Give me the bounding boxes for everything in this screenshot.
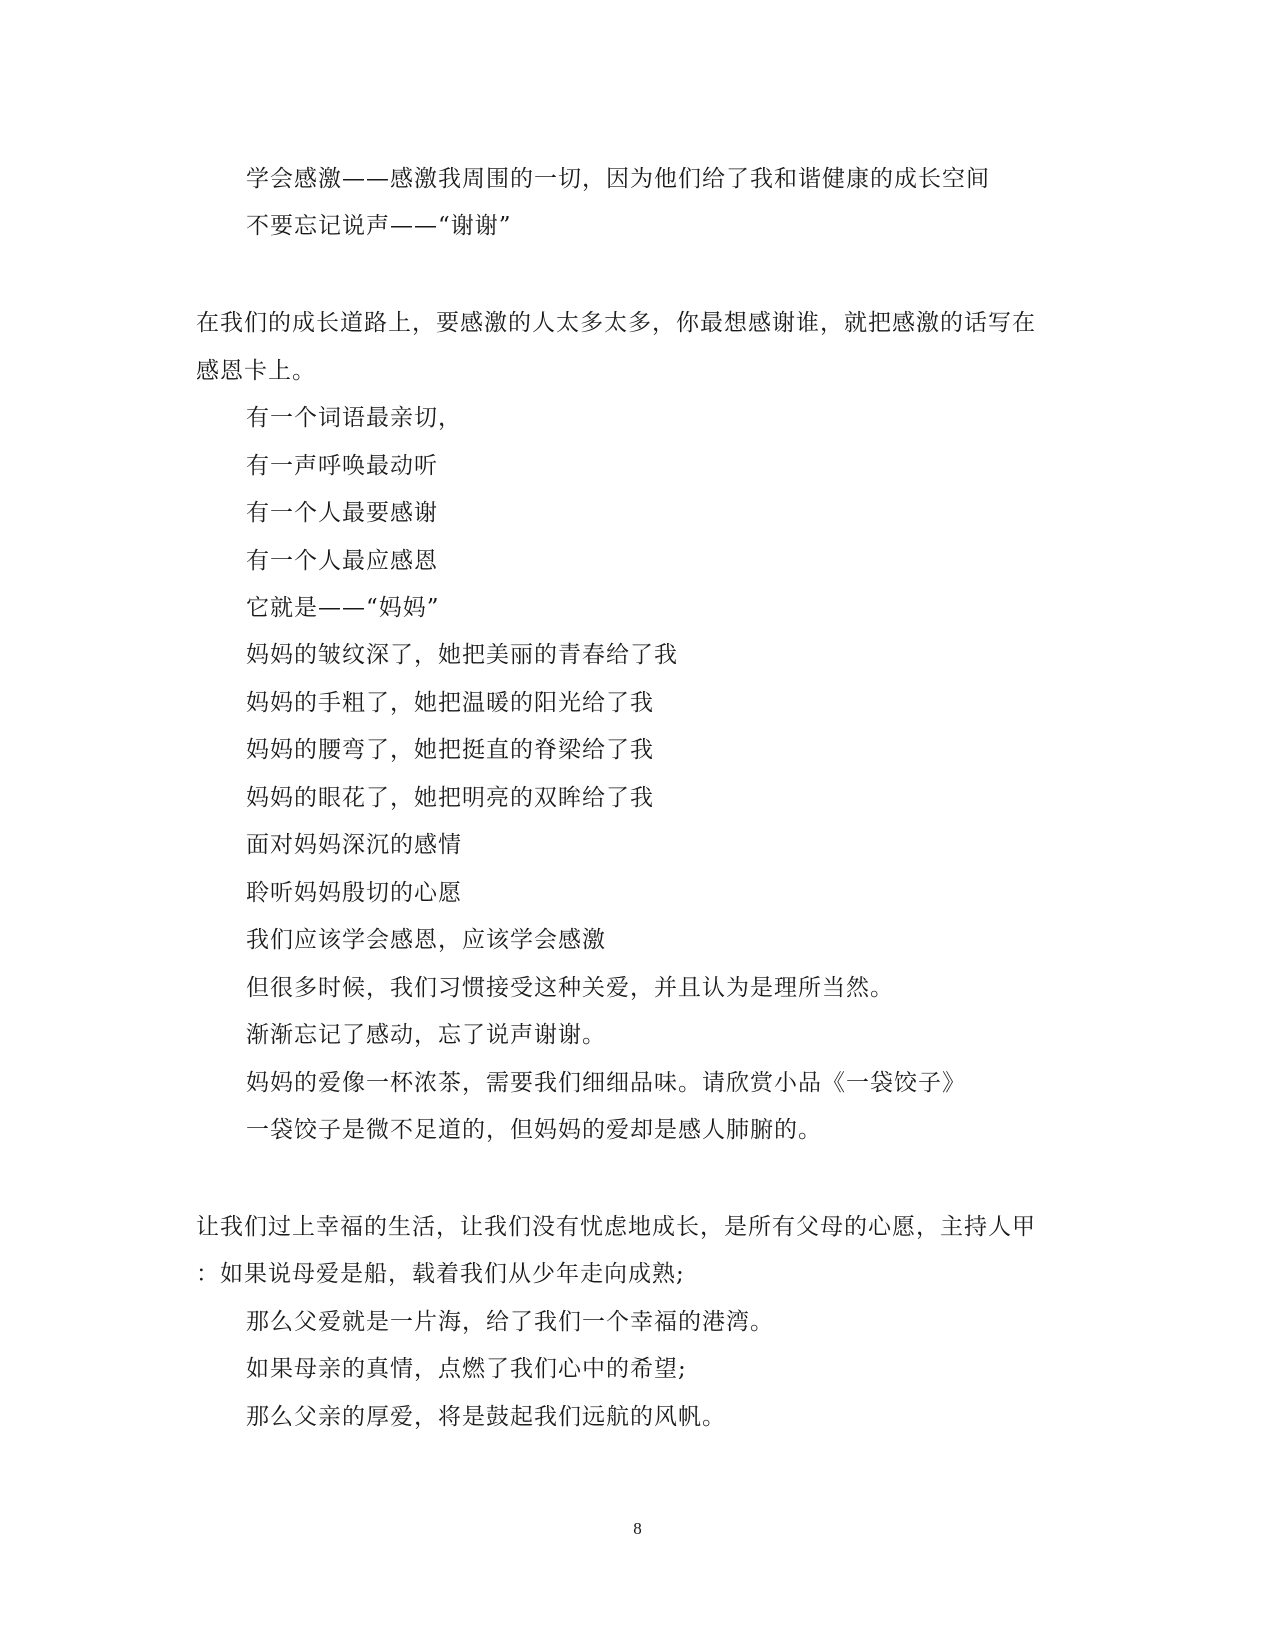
text-line: 妈妈的手粗了，她把温暖的阳光给了我	[246, 690, 654, 716]
text-line: 妈妈的腰弯了，她把挺直的脊梁给了我	[246, 737, 654, 763]
text-line: 学会感激——感激我周围的一切，因为他们给了我和谐健康的成长空间	[246, 166, 990, 192]
paragraph-line: 让我们过上幸福的生活，让我们没有忧虑地成长，是所有父母的心愿，主持人甲	[196, 1214, 1036, 1240]
text-line: 有一个人最要感谢	[246, 500, 438, 526]
text-line: 那么父爱就是一片海，给了我们一个幸福的港湾。	[246, 1309, 774, 1335]
text-line: 妈妈的眼花了，她把明亮的双眸给了我	[246, 785, 654, 811]
text-line: 有一个词语最亲切，	[246, 405, 462, 431]
paragraph-line: ：如果说母爱是船，载着我们从少年走向成熟;	[196, 1261, 685, 1287]
text-line: 那么父亲的厚爱，将是鼓起我们远航的风帆。	[246, 1404, 726, 1430]
text-line: 渐渐忘记了感动，忘了说声谢谢。	[246, 1022, 606, 1048]
text-line: 但很多时候，我们习惯接受这种关爱，并且认为是理所当然。	[246, 975, 894, 1001]
text-line: 一袋饺子是微不足道的，但妈妈的爱却是感人肺腑的。	[246, 1117, 822, 1143]
text-line: 我们应该学会感恩，应该学会感激	[246, 927, 606, 953]
text-line: 不要忘记说声——“谢谢”	[246, 213, 512, 239]
text-line: 聆听妈妈殷切的心愿	[246, 880, 462, 906]
paragraph-line: 在我们的成长道路上，要感激的人太多太多，你最想感谢谁，就把感激的话写在	[196, 310, 1036, 336]
page-number: 8	[633, 1519, 642, 1538]
text-line: 有一声呼唤最动听	[246, 453, 438, 479]
text-line: 妈妈的爱像一杯浓茶，需要我们细细品味。请欣赏小品《一袋饺子》	[246, 1070, 966, 1096]
text-line: 面对妈妈深沉的感情	[246, 832, 462, 858]
text-line: 如果母亲的真情，点燃了我们心中的希望;	[246, 1356, 687, 1382]
text-line: 它就是——“妈妈”	[246, 595, 440, 621]
paragraph-line: 感恩卡上。	[196, 358, 316, 384]
text-line: 妈妈的皱纹深了，她把美丽的青春给了我	[246, 642, 678, 668]
text-line: 有一个人最应感恩	[246, 548, 438, 574]
